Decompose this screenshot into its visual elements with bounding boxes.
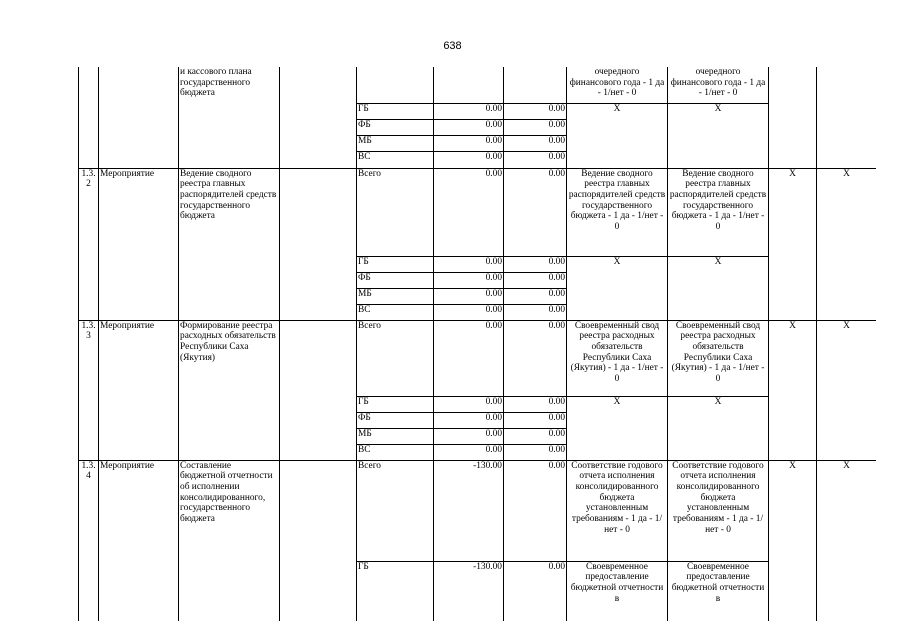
empty-cell <box>280 460 357 621</box>
row-type <box>99 67 179 168</box>
funding-value-1: 0.00 <box>434 135 504 151</box>
funding-value-1: 0.00 <box>434 119 504 135</box>
indicator-2: Соответствие годового отчета исполнения консолидированного бюджета установленным требованиям - 1 да - 1/нет - 0 <box>668 460 769 561</box>
x-mark-2: X <box>817 460 877 621</box>
x-mark-1: X <box>769 320 817 460</box>
empty-cell <box>280 320 357 460</box>
funding-value-1: 0.00 <box>434 412 504 428</box>
funding-value-2: 0.00 <box>504 135 567 151</box>
table-row <box>79 320 877 396</box>
funding-value-2: 0.00 <box>504 119 567 135</box>
budget-table-wrap <box>78 67 876 640</box>
funding-source: ГБ <box>357 561 434 621</box>
row-name: Ведение сводного реестра главных распорядителей средств государственного бюджета <box>179 168 280 320</box>
indicator-1-sub: X <box>567 396 668 460</box>
indicator-2: Своевременный свод реестра расходных обязательств Республики Саха (Якутия) - 1 да - 1/нет - 0 <box>668 320 769 396</box>
row-number <box>79 67 99 168</box>
row-number: 1.3.2 <box>79 168 99 320</box>
row-type: Мероприятие <box>99 460 179 621</box>
x-mark-1: X <box>769 460 817 621</box>
funding-value-2: 0.00 <box>504 304 567 320</box>
funding-value-1: 0.00 <box>434 288 504 304</box>
funding-value-2: 0.00 <box>504 320 567 396</box>
funding-source: Всего <box>357 320 434 396</box>
funding-value-1: 0.00 <box>434 320 504 396</box>
indicator-1-sub: X <box>567 256 668 320</box>
x-mark-1: X <box>769 168 817 320</box>
table-row <box>79 460 877 561</box>
indicator-1: Ведение сводного реестра главных распорядителей средств государственного бюджета - 1 да - 1/нет - 0 <box>567 168 668 256</box>
funding-value-1: 0.00 <box>434 304 504 320</box>
funding-value-2: 0.00 <box>504 256 567 272</box>
funding-source: МБ <box>357 135 434 151</box>
indicator-2-sub: Своевременное предоставление бюджетной отчетности в <box>668 561 769 621</box>
funding-source: ГБ <box>357 256 434 272</box>
funding-source: Всего <box>357 460 434 561</box>
row-name: Формирование реестра расходных обязательств Республики Саха (Якутия) <box>179 320 280 460</box>
funding-value-1 <box>434 67 504 103</box>
funding-source: ФБ <box>357 119 434 135</box>
funding-value-2: 0.00 <box>504 561 567 621</box>
funding-value-2: 0.00 <box>504 396 567 412</box>
funding-source: МБ <box>357 288 434 304</box>
funding-value-2: 0.00 <box>504 428 567 444</box>
funding-value-2: 0.00 <box>504 460 567 561</box>
row-number: 1.3.3 <box>79 320 99 460</box>
table-row <box>79 67 877 103</box>
funding-value-2: 0.00 <box>504 412 567 428</box>
row-name: и кассового плана государственного бюджета <box>179 67 280 168</box>
indicator-1: очередного финансового года - 1 да - 1/нет - 0 <box>567 67 668 103</box>
funding-source: МБ <box>357 428 434 444</box>
indicator-1-sub: Своевременное предоставление бюджетной отчетности в <box>567 561 668 621</box>
x-mark-2: X <box>817 320 877 460</box>
x-mark-2 <box>817 67 877 168</box>
indicator-2: Ведение сводного реестра главных распорядителей средств государственного бюджета - 1 да - 1/нет - 0 <box>668 168 769 256</box>
funding-source: Всего <box>357 168 434 256</box>
indicator-1-sub: X <box>567 103 668 168</box>
funding-source: ФБ <box>357 272 434 288</box>
funding-value-1: -130.00 <box>434 460 504 561</box>
funding-value-1: 0.00 <box>434 396 504 412</box>
funding-value-2: 0.00 <box>504 151 567 168</box>
indicator-2: очередного финансового года - 1 да - 1/нет - 0 <box>668 67 769 103</box>
funding-value-1: -130.00 <box>434 561 504 621</box>
funding-value-2: 0.00 <box>504 272 567 288</box>
indicator-1: Соответствие годового отчета исполнения консолидированного бюджета установленным требованиям - 1 да - 1/нет - 0 <box>567 460 668 561</box>
funding-value-1: 0.00 <box>434 256 504 272</box>
funding-value-1: 0.00 <box>434 103 504 119</box>
indicator-1: Своевременный свод реестра расходных обязательств Республики Саха (Якутия) - 1 да - 1/нет - 0 <box>567 320 668 396</box>
funding-value-2: 0.00 <box>504 444 567 460</box>
funding-source: ВС <box>357 444 434 460</box>
funding-source: ГБ <box>357 103 434 119</box>
funding-value-1: 0.00 <box>434 272 504 288</box>
funding-source: ВС <box>357 304 434 320</box>
funding-value-1: 0.00 <box>434 151 504 168</box>
funding-value-2 <box>504 67 567 103</box>
row-type: Мероприятие <box>99 320 179 460</box>
indicator-2-sub: X <box>668 103 769 168</box>
funding-value-1: 0.00 <box>434 168 504 256</box>
x-mark-2: X <box>817 168 877 320</box>
budget-table <box>78 67 876 621</box>
funding-value-2: 0.00 <box>504 103 567 119</box>
row-type: Мероприятие <box>99 168 179 320</box>
funding-source: ВС <box>357 151 434 168</box>
funding-source <box>357 67 434 103</box>
funding-value-2: 0.00 <box>504 288 567 304</box>
funding-value-1: 0.00 <box>434 428 504 444</box>
funding-source: ФБ <box>357 412 434 428</box>
indicator-2-sub: X <box>668 396 769 460</box>
indicator-2-sub: X <box>668 256 769 320</box>
x-mark-1 <box>769 67 817 168</box>
row-name: Составление бюджетной отчетности об исполнении консолидированного, государственного бюджета <box>179 460 280 621</box>
table-row <box>79 168 877 256</box>
row-number: 1.3.4 <box>79 460 99 621</box>
empty-cell <box>280 168 357 320</box>
page-number: 638 <box>443 40 462 52</box>
funding-value-1: 0.00 <box>434 444 504 460</box>
funding-source: ГБ <box>357 396 434 412</box>
funding-value-2: 0.00 <box>504 168 567 256</box>
empty-cell <box>280 67 357 168</box>
